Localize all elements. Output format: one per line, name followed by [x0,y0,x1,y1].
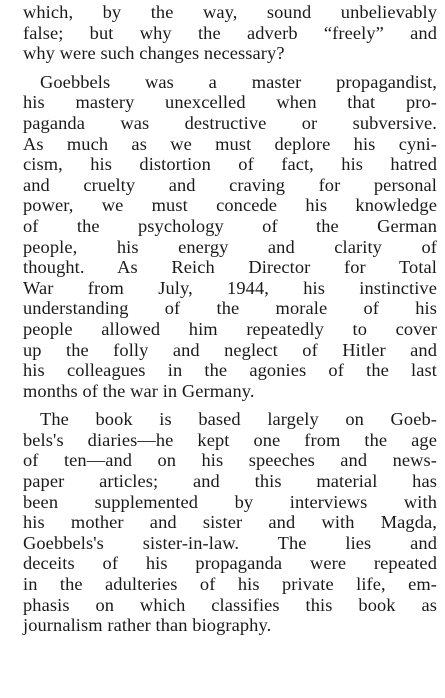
text-line: paper articles; and this material has [23,471,437,492]
text-line: months of the war in Germany. [23,380,255,401]
paragraph-book-sources [23,409,437,636]
text-line: deceits of his propaganda were repeated [23,553,437,574]
text-line: up the folly and neglect of Hitler and [23,339,437,360]
text-line: War from July, 1944, his instinctive [23,277,437,298]
text-line: of ten—and on his speeches and news- [23,450,437,471]
text-line: in the adulteries of his private life, em- [23,574,437,595]
text-line: people, his energy and clarity of [23,236,437,257]
text-line: understanding of the morale of his [23,298,437,319]
text-line: bels's diaries—he kept one from the age [23,429,437,450]
text-line: which, by the way, sound unbelievably [23,2,437,22]
text-line: journalism rather than biography. [23,615,272,636]
text-line: The book is based largely on Goeb- [40,409,437,430]
text-line: his colleagues in the agonies of the last [23,360,437,381]
text-line: As much as we must deplore his cyni- [23,133,437,154]
text-line: thought. As Reich Director for Total [23,257,437,278]
text-line: paganda was destructive or subversive. [23,112,437,133]
text-line: of the psychology of the German [23,215,437,236]
paragraph-continuation [23,2,437,64]
paragraph-goebbels-propagandist [23,72,437,402]
text-line: people allowed him repeatedly to cover [23,318,437,339]
text-line: cism, his distortion of fact, his hatred [23,154,437,175]
text-line: phasis on which classifies this book as [23,594,437,615]
text-line: his mastery unexcelled when that pro- [23,92,437,113]
text-line: power, we must concede his knowledge [23,195,437,216]
text-line: his mother and sister and with Magda, [23,512,437,533]
text-line: Goebbels was a master propagandist, [40,71,437,92]
text-line: been supplemented by interviews with [23,491,437,512]
text-line: why were such changes necessary? [23,43,285,64]
text-line: Goebbels's sister-in-law. The lies and [23,532,437,553]
text-line: false; but why the adverb “freely” and [23,22,437,43]
text-line: and cruelty and craving for personal [23,174,437,195]
